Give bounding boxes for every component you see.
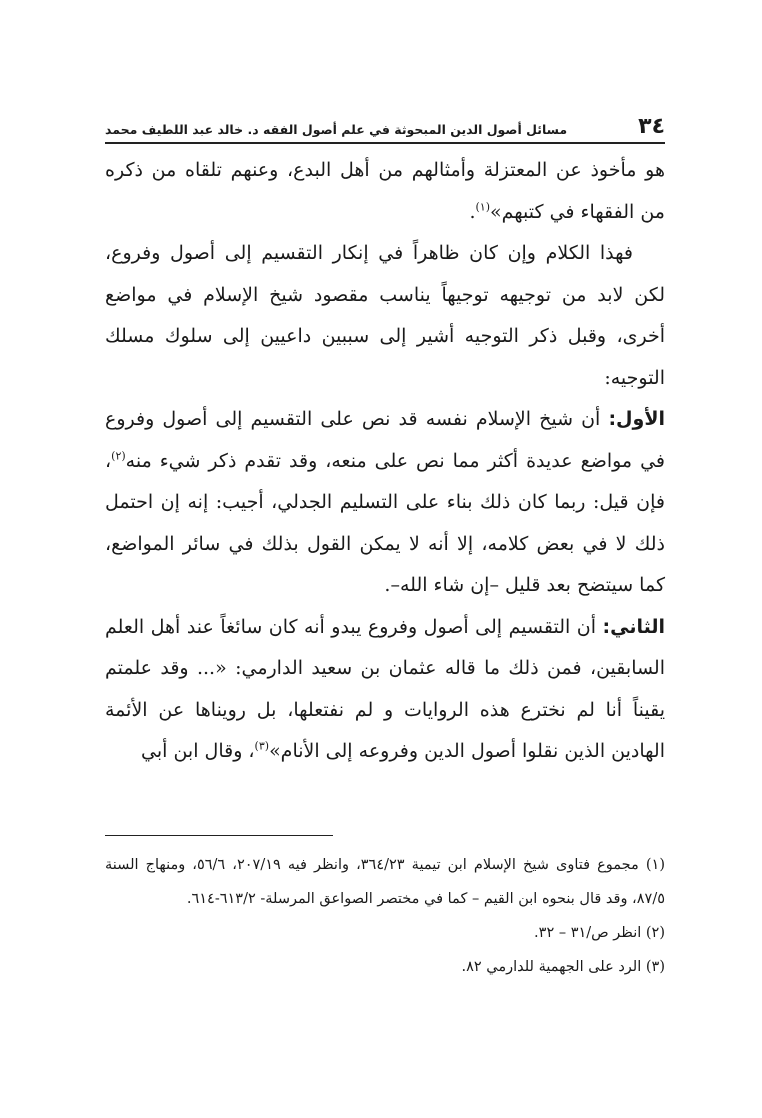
- paragraph-text: هو مأخوذ عن المعتزلة وأمثالهم من أهل البدع، وعنهم تلقاه من ذكره من الفقهاء في كتبهم»: [105, 159, 665, 223]
- footnote-ref: (٣): [254, 739, 270, 753]
- paragraph-text: ، فإن قيل: ربما كان ذلك بناء على التسليم الجدلي، أجيب: إنه إن احتمل ذلك لا في بعض كلامه، إلا أنه لا يمكن القول بذلك في سائر المواضع، كما سيتضح بعد قليل –إن شاء الله–.: [105, 449, 665, 596]
- paragraph-text: ، وقال ابن أبي: [141, 740, 255, 762]
- paragraph-text: أن التقسيم إلى أصول وفروع يبدو أنه كان سائغاً عند أهل العلم السابقين، فمن ذلك ما قاله عثمان بن سعيد الدارمي: «... وقد علمتم يقيناً أنا لم نخترع هذه الروايات و لم نفتعلها، بل رويناها عن الأئمة الهادين الذين نقلوا أصول الدين وفروعه إلى الأنام»: [105, 615, 665, 762]
- footnote-ref: (٢): [111, 449, 126, 463]
- page-number: ٣٤: [638, 114, 665, 139]
- running-header: [105, 112, 665, 144]
- paragraph-text: فهذا الكلام وإن كان ظاهراً في إنكار التقسيم إلى أصول وفروع، لكن لابد من توجيهه توجيهاً يناسب مقصود شيخ الإسلام في مواضع أخرى، وقبل ذكر التوجيه أشير إلى سببين داعيين إلى سلوك مسلك التوجيه:: [105, 242, 665, 389]
- main-text: [105, 150, 665, 773]
- running-title: مسائل أصول الدين المبحوثة في علم أصول الفقه د. خالد عبد اللطيف محمد: [105, 122, 568, 137]
- paragraph-second-reason: [105, 607, 665, 773]
- paragraph-end: .: [469, 200, 476, 223]
- footnote-item: (١) مجموع فتاوى شيخ الإسلام ابن تيمية ٣٦٤/٢٣، وانظر فيه ٢٠٧/١٩، ٥٦/٦، ومنهاج السنة ٨٧/٥، وقد قال بنحوه ابن القيم – كما في مختصر الصواعق المرسلة- ٦١٣/٢-٦١٤.: [105, 857, 665, 907]
- paragraph-first-reason: [105, 399, 665, 607]
- footnote-divider: [105, 835, 333, 836]
- paragraph-text: أن شيخ الإسلام نفسه قد نص على التقسيم إلى أصول وفروع في مواضع عديدة أكثر مما نص على منعه، وقد تقدم ذكر شيء منه: [105, 408, 665, 472]
- footnote-ref: (١): [475, 200, 490, 214]
- paragraph-lead: الثاني:: [602, 615, 665, 638]
- book-page: [105, 112, 665, 1052]
- footnotes: [105, 848, 665, 984]
- footnote-item: (٢) انظر ص/٣١ – ٣٢.: [534, 925, 665, 941]
- paragraph-lead: الأول:: [608, 408, 665, 430]
- footnote-item: (٣) الرد على الجهمية للدارمي ٨٢.: [461, 959, 665, 975]
- paragraph-commentary: [105, 233, 665, 399]
- paragraph-continuation: [105, 150, 665, 233]
